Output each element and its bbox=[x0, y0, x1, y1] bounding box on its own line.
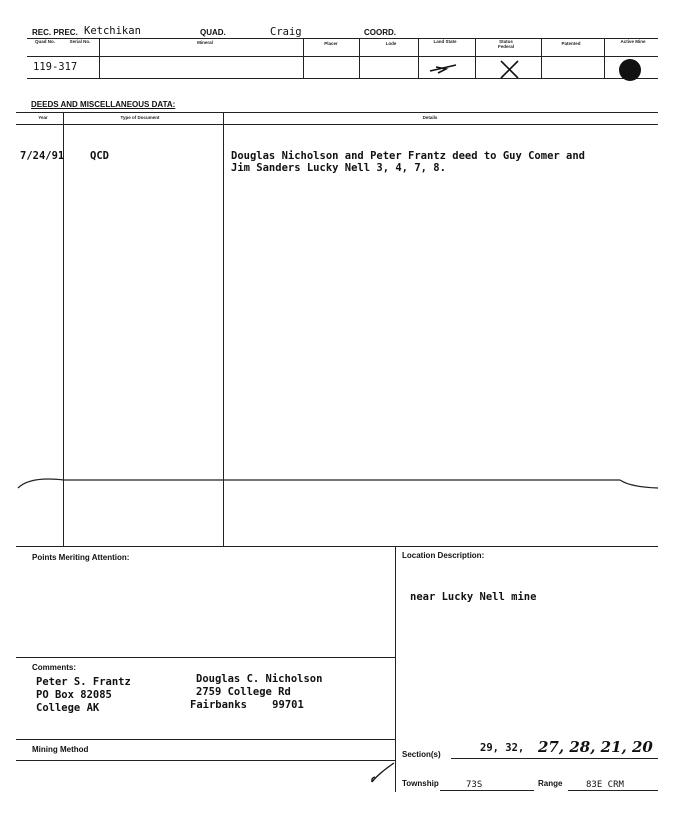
points-label: Points Meriting Attention: bbox=[32, 553, 130, 562]
deed-details-line1: Douglas Nicholson and Peter Frantz deed to Guy Comer and bbox=[231, 150, 586, 162]
township-underline bbox=[440, 790, 534, 791]
coord-label: COORD. bbox=[364, 28, 396, 37]
sections-handwritten: 27, 28, 21, 20 bbox=[538, 738, 653, 756]
header-divider-1 bbox=[99, 38, 100, 78]
bottom-divider bbox=[395, 546, 396, 792]
header-bottom-line bbox=[27, 78, 658, 79]
header-divider-3 bbox=[359, 38, 360, 78]
col-active-mine: Active Mine bbox=[620, 39, 646, 44]
col-status-federal: Status Federal bbox=[497, 39, 514, 49]
col-type: Type of Document bbox=[120, 115, 160, 120]
active-mine-dot-icon bbox=[617, 57, 643, 83]
header-top-line bbox=[27, 38, 658, 39]
deeds-top-line bbox=[16, 112, 658, 113]
contact2-name: Douglas C. Nicholson bbox=[196, 673, 323, 685]
col-patented: Patented bbox=[561, 41, 581, 46]
township-value: 73S bbox=[466, 780, 483, 790]
col-quad-no: Quad No. bbox=[35, 39, 55, 44]
sections-label: Section(s) bbox=[402, 750, 441, 759]
col-land-status: Land State bbox=[433, 39, 457, 44]
header-divider-7 bbox=[604, 38, 605, 78]
deed-year: 7/24/91 bbox=[20, 150, 65, 162]
header-divider-5 bbox=[475, 38, 476, 78]
mining-method-top-line bbox=[16, 739, 395, 740]
contact1-name: Peter S. Frantz bbox=[36, 676, 131, 688]
col-year: Year bbox=[38, 115, 48, 120]
deeds-header-line bbox=[16, 124, 658, 125]
comments-label: Comments: bbox=[32, 663, 77, 672]
col-details: Details bbox=[422, 115, 438, 120]
range-value: 83E CRM bbox=[586, 780, 624, 790]
mining-method-label: Mining Method bbox=[32, 745, 89, 754]
location-label: Location Description: bbox=[402, 551, 485, 560]
col-mineral: Mineral bbox=[197, 40, 213, 45]
township-label: Township bbox=[402, 779, 439, 788]
deeds-section-title: DEEDS AND MISCELLANEOUS DATA: bbox=[31, 100, 176, 109]
col-lode: Lode bbox=[385, 41, 397, 46]
contact1-city: College AK bbox=[36, 702, 100, 714]
contact1-address: PO Box 82085 bbox=[36, 689, 112, 701]
header-mid-line bbox=[27, 56, 658, 57]
mining-method-line bbox=[16, 760, 395, 761]
header-divider-6 bbox=[541, 38, 542, 78]
range-underline bbox=[568, 790, 658, 791]
comments-top-line bbox=[16, 657, 395, 658]
rec-prec-value: Ketchikan bbox=[84, 25, 141, 37]
col-placer: Placer bbox=[324, 41, 338, 46]
quad-value: Craig bbox=[270, 26, 302, 38]
fold-line-icon bbox=[0, 470, 678, 500]
federal-x-mark-icon bbox=[498, 58, 522, 80]
deed-details-line2: Jim Sanders Lucky Nell 3, 4, 7, 8. bbox=[231, 162, 446, 174]
header-divider-2 bbox=[303, 38, 304, 78]
contact2-address: 2759 College Rd bbox=[196, 686, 291, 698]
quad-label: QUAD. bbox=[200, 28, 226, 37]
deed-type: QCD bbox=[90, 150, 109, 162]
header-divider-4 bbox=[418, 38, 419, 78]
deeds-bottom-line bbox=[16, 546, 658, 547]
range-label: Range bbox=[538, 779, 563, 788]
handwritten-check-icon bbox=[368, 760, 398, 786]
sections-underline bbox=[451, 758, 658, 759]
sections-typed: 29, 32, bbox=[480, 742, 525, 754]
land-state-mark-icon bbox=[426, 60, 466, 76]
location-value: near Lucky Nell mine bbox=[410, 591, 537, 603]
serial-value: 119-317 bbox=[33, 61, 78, 73]
col-serial-no: Serial No. bbox=[69, 39, 91, 44]
contact2-city: Fairbanks 99701 bbox=[190, 699, 304, 711]
rec-prec-label: REC. PREC. bbox=[32, 28, 78, 37]
